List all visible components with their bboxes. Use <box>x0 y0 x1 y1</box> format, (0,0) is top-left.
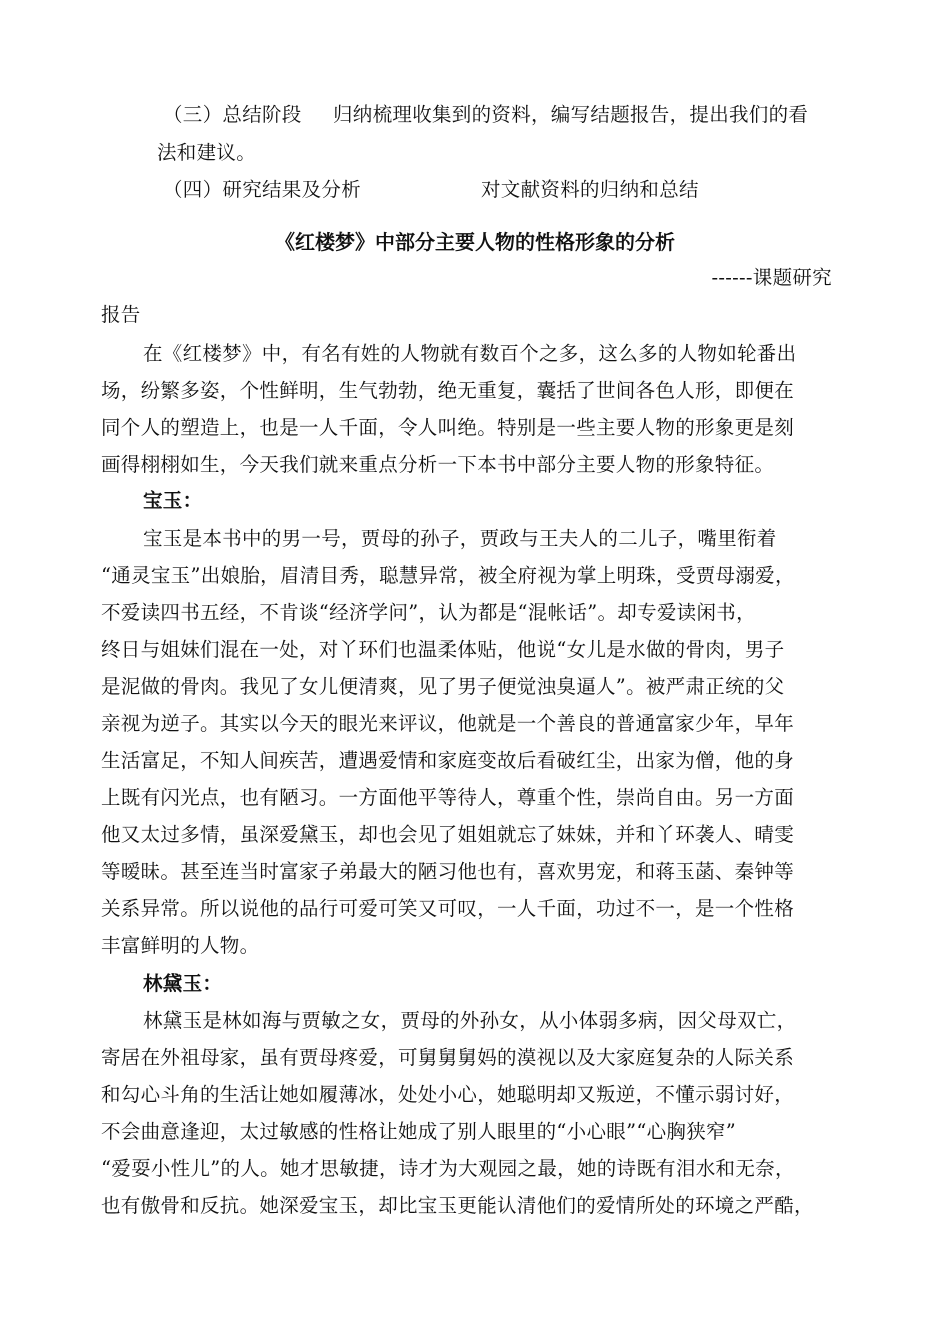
daiyu-line: 和勾心斗角的生活让她如履薄冰，处处小心，她聪明却又叛逆，不懂示弱讨好， <box>101 1083 795 1106</box>
daiyu-line: “爱耍小性儿”的人。她才思敏捷，诗才为大观园之最，她的诗既有泪水和无奈， <box>101 1157 795 1180</box>
intro-line: 在《红楼梦》中，有名有姓的人物就有数百个之多，这么多的人物如轮番出 <box>143 342 797 365</box>
baoyu-line: 丰富鲜明的人物。 <box>101 934 260 957</box>
intro-line: 同个人的塑造上，也是一人千面，令人叫绝。特别是一些主要人物的形象更是刻 <box>101 416 795 439</box>
daiyu-heading: 林黛玉： <box>143 972 223 995</box>
daiyu-line: 也有傲骨和反抗。她深爱宝玉，却比宝玉更能认清他们的爱情所处的环境之严酷， <box>101 1194 814 1217</box>
daiyu-line: 林黛玉是林如海与贾敏之女，贾母的外孙女，从小体弱多病，因父母双亡， <box>143 1009 797 1032</box>
report-title: 《红楼梦》中部分主要人物的性格形象的分析 <box>275 230 675 254</box>
stage3-text-line-2: 法和建议。 <box>157 141 257 164</box>
daiyu-line: 寄居在外祖母家，虽有贾母疼爱，可舅舅舅妈的漠视以及大家庭复杂的人际关系 <box>101 1046 795 1069</box>
baoyu-line: 他又太过多情，虽深爱黛玉，却也会见了姐姐就忘了妹妹，并和丫环袭人、晴雯 <box>101 823 795 846</box>
intro-line: 场，纷繁多姿，个性鲜明，生气勃勃，绝无重复，囊括了世间各色人形，即便在 <box>101 379 795 402</box>
baoyu-line: 上既有闪光点，也有陋习。一方面他平等待人，尊重个性，崇尚自由。另一方面 <box>101 786 795 809</box>
daiyu-line: 不会曲意逢迎，太过敏感的性格让她成了别人眼里的“小心眼”“心胸狭窄” <box>101 1120 737 1143</box>
baoyu-line: 亲视为逆子。其实以今天的眼光来评议，他就是一个善良的普通富家少年，早年 <box>101 712 795 735</box>
stage3-text-line-1: 归纳梳理收集到的资料，编写结题报告，提出我们的看 <box>333 103 809 126</box>
baoyu-line: 是泥做的骨肉。我见了女儿便清爽，见了男子便觉浊臭逼人”。被严肃正统的父 <box>101 675 785 698</box>
baoyu-line: 不爱读四书五经，不肯谈“经济学问”，认为都是“混帐话”。却专爱读闲书， <box>101 601 756 624</box>
baoyu-line: 等暧昧。甚至连当时富家子弟最大的陋习他也有，喜欢男宠，和蒋玉菡、秦钟等 <box>101 860 795 883</box>
baoyu-heading: 宝玉： <box>143 489 203 512</box>
baoyu-line: 终日与姐妹们混在一处，对丫环们也温柔体贴，他说“女儿是水做的骨肉，男子 <box>101 638 785 661</box>
report-subtitle-line-1: ------课题研究 <box>711 266 832 289</box>
stage4-text: 对文献资料的归纳和总结 <box>481 178 699 201</box>
report-subtitle-line-2: 报告 <box>101 303 141 326</box>
baoyu-line: 关系异常。所以说他的品行可爱可笑又可叹，一人千面，功过不一，是一个性格 <box>101 897 795 920</box>
baoyu-line: 生活富足，不知人间疾苦，遭遇爱情和家庭变故后看破红尘，出家为僧，他的身 <box>101 749 795 772</box>
baoyu-line: 宝玉是本书中的男一号，贾母的孙子，贾政与王夫人的二儿子，嘴里衔着 <box>143 527 777 550</box>
stage4-label: （四）研究结果及分析 <box>163 178 362 201</box>
intro-line: 画得栩栩如生，今天我们就来重点分析一下本书中部分主要人物的形象特征。 <box>101 453 775 476</box>
stage3-label: （三）总结阶段 <box>163 103 302 126</box>
baoyu-line: “通灵宝玉”出娘胎，眉清目秀，聪慧异常，被全府视为掌上明珠，受贾母溺爱， <box>101 564 795 587</box>
